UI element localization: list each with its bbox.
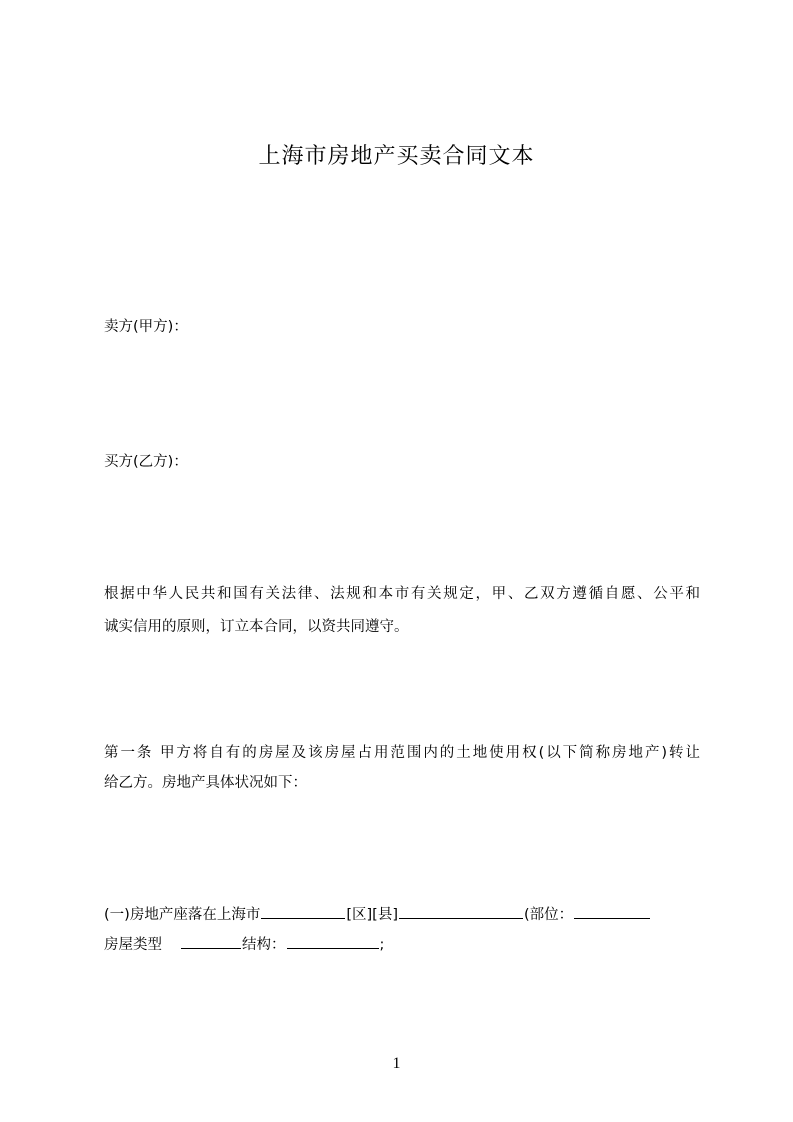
clause1-line-1 bbox=[104, 904, 651, 925]
clause1-prefix: (一)房地产座落在上海市 bbox=[104, 907, 261, 923]
county-label: [县] bbox=[372, 907, 398, 923]
seller-label: 卖方(甲方)： bbox=[104, 319, 188, 335]
county-blank[interactable] bbox=[399, 904, 523, 919]
page-number: 1 bbox=[392, 1055, 401, 1072]
buyer-label: 买方(乙方)： bbox=[104, 454, 188, 470]
district-label: [区] bbox=[346, 907, 373, 923]
end-mark: ; bbox=[379, 937, 385, 953]
article1-line-2: 给乙方。房地产具体状况如下： bbox=[104, 775, 307, 791]
structure-label: 结构： bbox=[242, 937, 286, 953]
house-type-blank[interactable] bbox=[181, 934, 241, 949]
clause1-line-2 bbox=[104, 934, 384, 955]
preamble-line-2: 诚实信用的原则，订立本合同，以资共同遵守。 bbox=[104, 619, 409, 635]
article1-line-1: 第一条 甲方将自有的房屋及该房屋占用范围内的土地使用权(以下简称房地产)转让 bbox=[104, 745, 700, 761]
preamble-line-1: 根据中华人民共和国有关法律、法规和本市有关规定，甲、乙双方遵循自愿、公平和 bbox=[104, 586, 700, 602]
house-type-label: 房屋类型 bbox=[104, 937, 162, 953]
structure-blank[interactable] bbox=[287, 934, 379, 949]
location-label: (部位： bbox=[523, 907, 574, 923]
document-title: 上海市房地产买卖合同文本 bbox=[258, 144, 535, 169]
location-blank[interactable] bbox=[574, 904, 650, 919]
city-blank[interactable] bbox=[261, 904, 345, 919]
